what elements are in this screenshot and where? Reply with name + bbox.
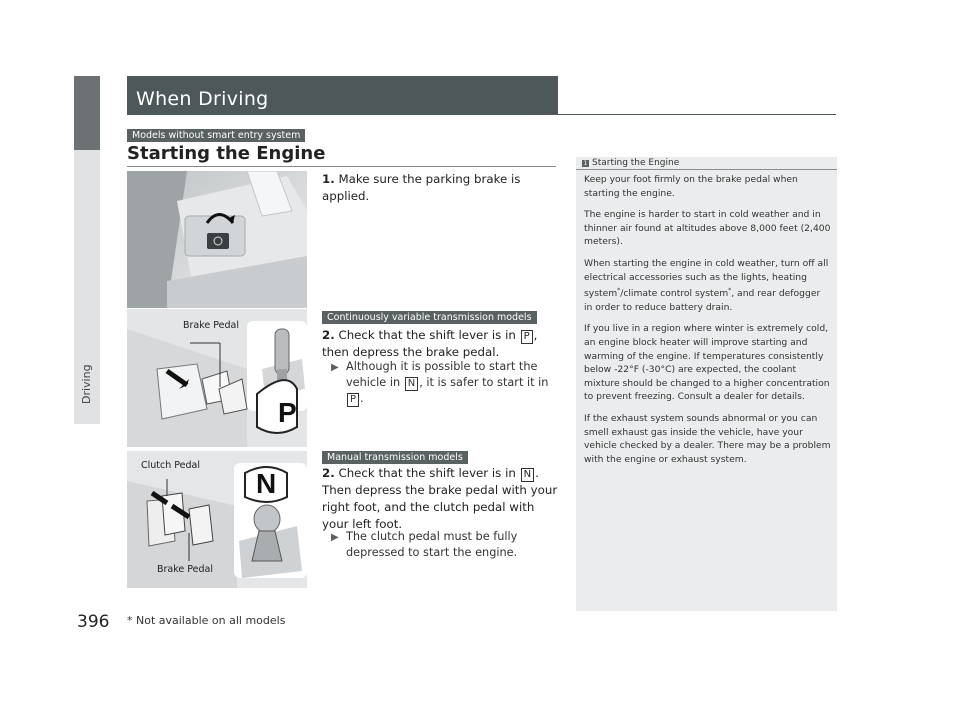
section-title: Starting the Engine bbox=[127, 143, 326, 164]
arrow-icon-2: ▶ bbox=[331, 532, 339, 543]
note-paragraph-3 bbox=[584, 257, 831, 314]
note-p3-a: When starting the engine in cold weather, turn off all electrical accessories such as the lights, heating system bbox=[584, 257, 829, 300]
cvt-sub-text-c: . bbox=[360, 392, 364, 405]
header-divider bbox=[127, 114, 836, 115]
note-p3-c: , and rear defogger in order to reduce battery drain. bbox=[584, 288, 821, 313]
brake-pedal-label: Brake Pedal bbox=[183, 320, 239, 331]
step-2-cvt-sub bbox=[333, 359, 563, 407]
note-marker-icon: 1 bbox=[583, 160, 588, 167]
note-footnote-star: * bbox=[617, 287, 621, 295]
step-2-cvt bbox=[322, 327, 562, 361]
note-p3-b: /climate control system bbox=[620, 288, 729, 300]
manual-sub-text: The clutch pedal must be fully depressed to start the engine. bbox=[346, 530, 518, 559]
neutral-key-2: N bbox=[521, 468, 534, 482]
park-letter-p: P bbox=[278, 397, 297, 428]
section-divider bbox=[127, 166, 556, 167]
brake-pedal-label-2: Brake Pedal bbox=[157, 564, 213, 575]
note-paragraph-2: The engine is harder to start in cold weather and in thinner air found at altitudes above 8,000 feet (2,400 meters). bbox=[584, 209, 831, 248]
cvt-sub-text-a: Although it is possible to start the vehicle in bbox=[346, 360, 538, 389]
shift-lever-n-figure bbox=[127, 451, 307, 588]
note-footnote-star-2: * bbox=[728, 287, 732, 295]
parking-brake-figure bbox=[127, 171, 307, 308]
arrow-icon: ▶ bbox=[331, 362, 339, 373]
step-2-manual-sub bbox=[333, 529, 563, 561]
neutral-key: N bbox=[405, 377, 418, 391]
note-paragraph-1: Keep your foot firmly on the brake pedal when starting the engine. bbox=[584, 174, 798, 199]
park-key-2: P bbox=[347, 393, 359, 407]
note-heading-text: Starting the Engine bbox=[592, 158, 680, 168]
clutch-pedal-label: Clutch Pedal bbox=[141, 460, 201, 471]
models-tag: Models without smart entry system bbox=[127, 129, 305, 142]
step-2-manual-text-b: . Then depress the brake pedal with your right foot, and the clutch pedal with your left foot. bbox=[322, 466, 558, 531]
chapter-title: When Driving bbox=[136, 88, 269, 110]
step-1-number: 1. bbox=[322, 172, 335, 186]
footnote: * Not available on all models bbox=[127, 614, 286, 627]
step-2-cvt-number: 2. bbox=[322, 328, 335, 342]
step-1 bbox=[322, 171, 562, 205]
note-paragraph-5: If the exhaust system sounds abnormal or you can smell exhaust gas inside the vehicle, have your vehicle checked by a dealer. There may be a problem with the engine or exhaust system. bbox=[584, 412, 831, 465]
step-2-cvt-text-a: Check that the shift lever is in bbox=[338, 328, 516, 342]
neutral-letter-n: N bbox=[256, 468, 277, 499]
note-body bbox=[584, 173, 831, 474]
cvt-sub-text-b: , it is safer to start it in bbox=[419, 376, 549, 389]
step-2-manual-number: 2. bbox=[322, 466, 335, 480]
side-tab-marker bbox=[74, 76, 100, 150]
page-number: 396 bbox=[77, 612, 110, 632]
note-paragraph-4: If you live in a region where winter is extremely cold, an engine block heater will improve starting and warming of the engine. If temperatures consistently below -22°F (-30°C) are expected, the coolant mixture should be changed to a higher concentration to prevent freezing. Consult a dealer for details. bbox=[584, 323, 830, 403]
manual-models-tag: Manual transmission models bbox=[322, 451, 468, 464]
step-2-manual-text-a: Check that the shift lever is in bbox=[338, 466, 516, 480]
step-2-manual bbox=[322, 465, 558, 533]
cvt-models-tag: Continuously variable transmission models bbox=[322, 311, 537, 324]
step-2-cvt-text-b: , then depress the brake pedal. bbox=[322, 328, 538, 359]
step-1-text: Make sure the parking brake is applied. bbox=[322, 172, 521, 203]
shift-lever-p-figure bbox=[127, 309, 307, 447]
side-tab-label: Driving bbox=[80, 364, 93, 404]
park-key: P bbox=[521, 330, 533, 344]
note-heading bbox=[576, 157, 837, 170]
